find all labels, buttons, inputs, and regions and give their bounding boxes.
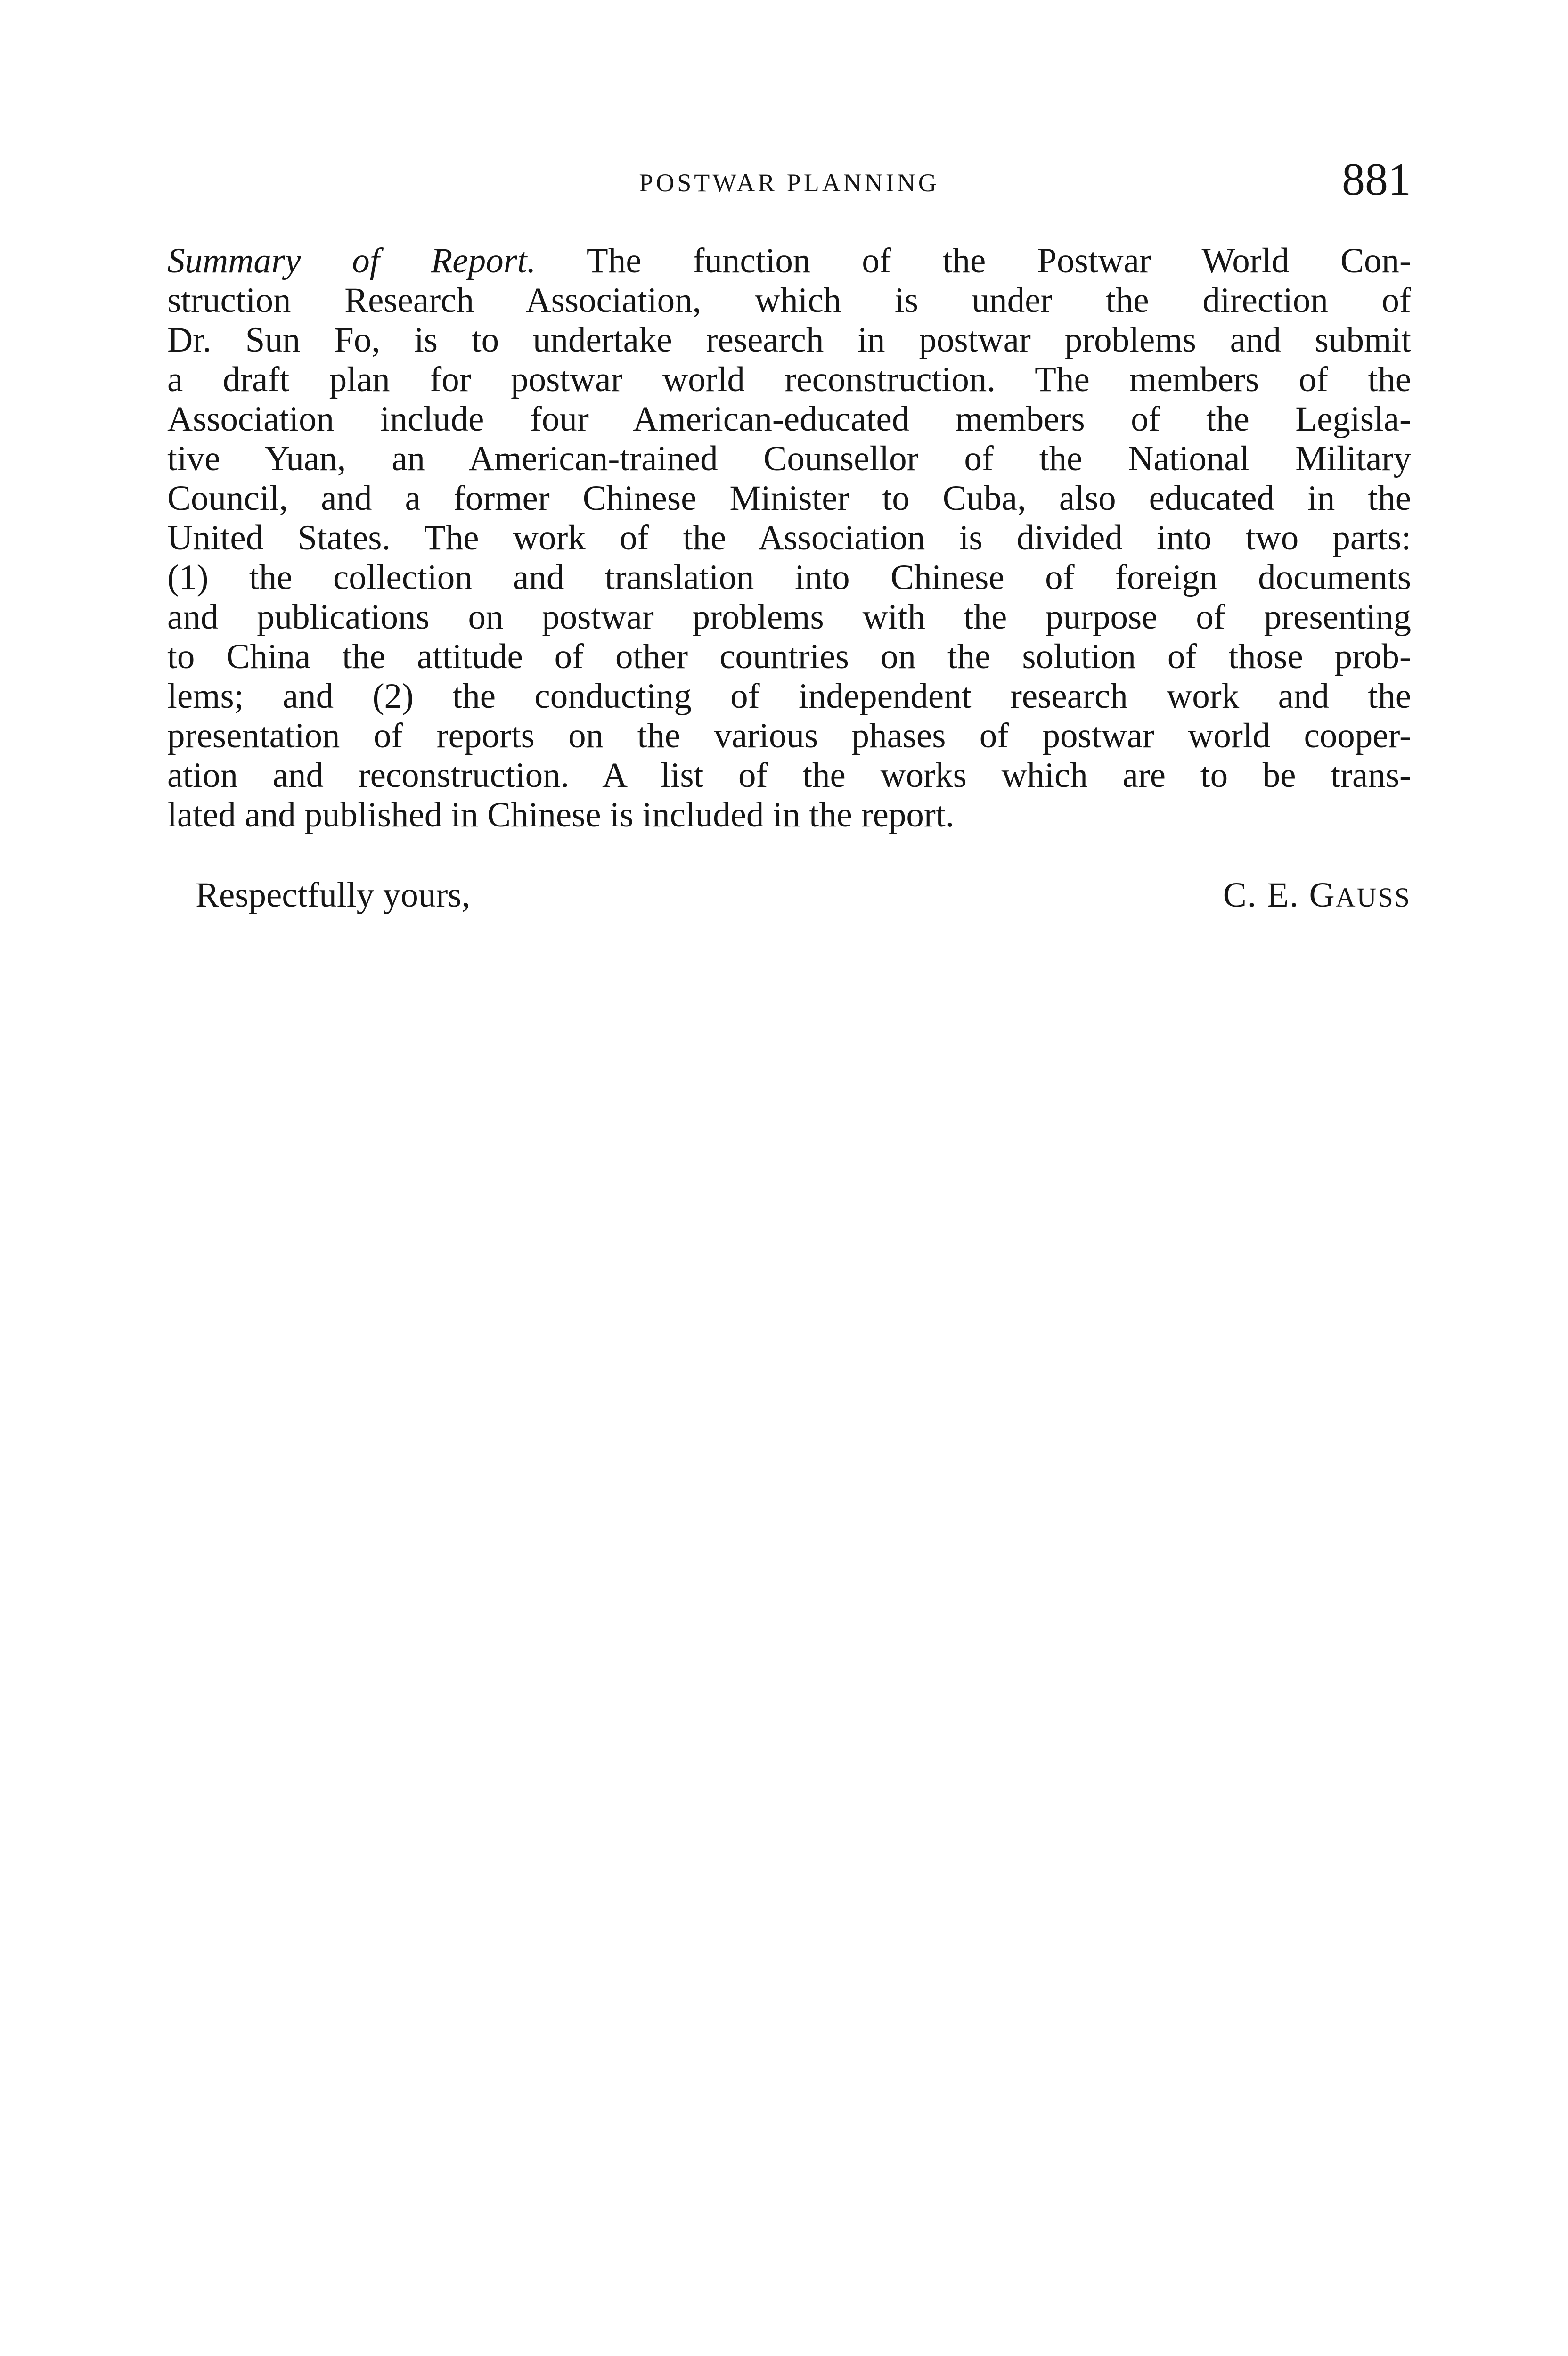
- paragraph-line: [167, 241, 1411, 281]
- running-head: [167, 154, 1411, 212]
- closing-salutation: Respectfully yours,: [196, 875, 471, 915]
- paragraph-line: to China the attitude of other countries on the solution of those prob-: [167, 637, 1411, 676]
- paragraph-line: lated and published in Chinese is included in the report.: [167, 795, 955, 834]
- paragraph-line: Dr. Sun Fo, is to undertake research in postwar problems and submit: [167, 320, 1411, 360]
- paragraph-line: struction Research Association, which is under the direction of: [167, 281, 1411, 320]
- paragraph-line-text: The function of the Postwar World Con-: [536, 241, 1411, 280]
- running-title: POSTWAR PLANNING: [639, 169, 939, 197]
- paragraph-line: tive Yuan, an American-trained Counsellor of the National Military: [167, 439, 1411, 478]
- closing-block: [167, 874, 1411, 921]
- paragraph-line: a draft plan for postwar world reconstruction. The members of the: [167, 360, 1411, 399]
- paragraph-line: lems; and (2) the conducting of independent research work and the: [167, 677, 1411, 716]
- summary-paragraph: [167, 241, 1411, 835]
- signature-surname-small-caps: AUSS: [1335, 882, 1411, 913]
- paragraph-line: ation and reconstruction. A list of the works which are to be trans-: [167, 756, 1411, 795]
- signature: [1223, 874, 1411, 919]
- paragraph-line: (1) the collection and translation into Chinese of foreign documents: [167, 558, 1411, 597]
- summary-lead-in: Summary of Report.: [167, 241, 536, 280]
- paragraph-line: United States. The work of the Association is divided into two parts:: [167, 518, 1411, 557]
- paragraph-line: and publications on postwar problems with the purpose of presenting: [167, 597, 1411, 637]
- paragraph-line: Council, and a former Chinese Minister to Cuba, also educated in the: [167, 479, 1411, 518]
- paragraph-line: Association include four American-educated members of the Legisla-: [167, 400, 1411, 439]
- paragraph-line: presentation of reports on the various phases of postwar world cooper-: [167, 716, 1411, 755]
- page-number: 881: [1342, 154, 1411, 205]
- signature-initials: C. E. G: [1223, 875, 1336, 915]
